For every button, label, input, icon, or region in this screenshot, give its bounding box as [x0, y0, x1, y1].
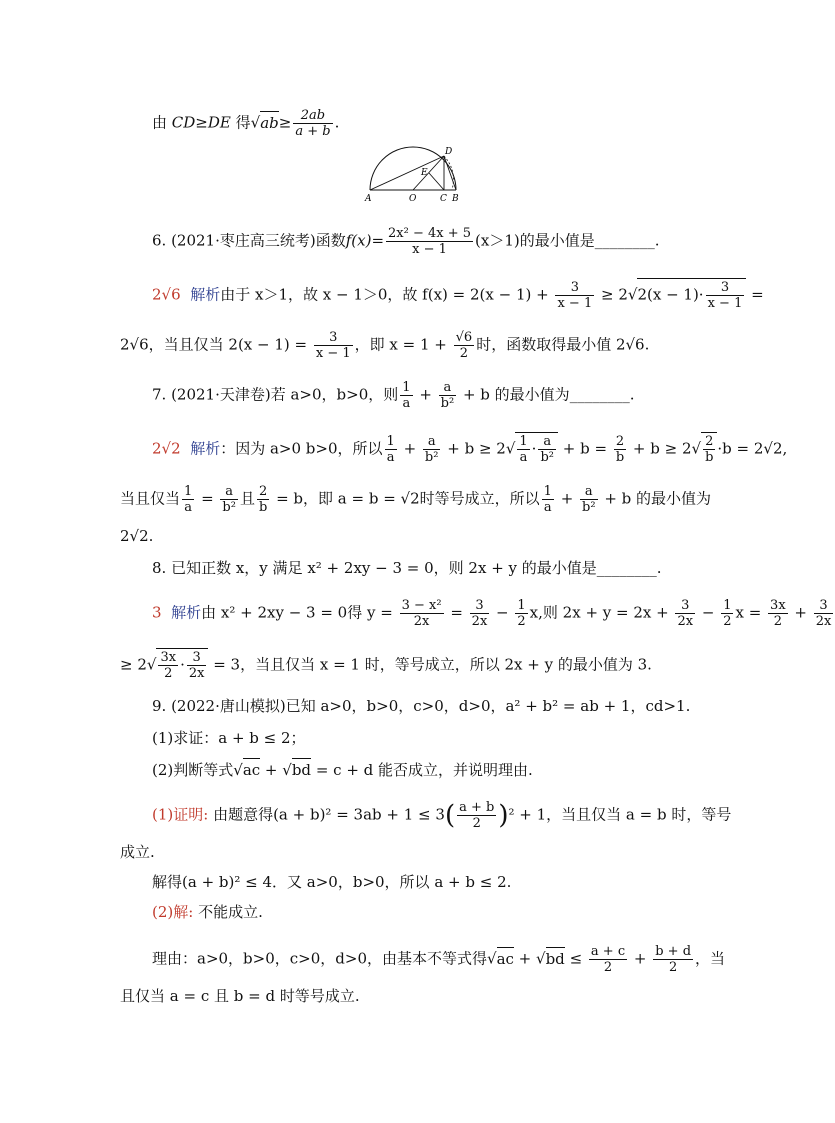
denominator: b²	[222, 500, 236, 515]
fraction	[653, 944, 693, 975]
text: (1)求证：a + b ≤ 2；	[152, 729, 306, 747]
label-b: B	[452, 194, 459, 204]
text: = c + d 能否成立，并说明理由.	[311, 761, 533, 779]
analysis-tag: 解析	[171, 603, 202, 622]
text: 成立.	[120, 843, 155, 861]
numerator: b + d	[655, 944, 692, 959]
denominator: 2	[723, 614, 732, 629]
text: x =	[735, 603, 767, 622]
numerator: a	[439, 380, 457, 396]
answer-blank: ________.	[596, 559, 662, 577]
numerator: 2x² − 4x + 5	[388, 226, 472, 241]
solution-2-end	[120, 986, 360, 1006]
text: + b ≥ 2	[442, 439, 506, 458]
text: f(x)	[345, 231, 372, 250]
text: (2)判断等式	[152, 761, 234, 779]
question-9	[152, 696, 690, 716]
analysis-tag: 解析	[190, 439, 221, 458]
denominator: 2x	[815, 614, 832, 629]
semicircle-diagram	[362, 144, 468, 204]
numerator: 3	[470, 598, 490, 614]
fraction	[517, 434, 529, 465]
numerator: 2	[614, 434, 626, 450]
numerator: 3x	[770, 598, 786, 613]
numerator: 3	[314, 330, 353, 346]
solution-1-end	[152, 872, 511, 892]
text: 解得(a + b)² ≤ 4．又 a>0，b>0，所以 a + b ≤ 2.	[152, 873, 512, 891]
numerator: 2	[257, 484, 269, 500]
text: ≥	[195, 113, 208, 132]
question-9-part1	[152, 728, 306, 748]
text: 由题意得(a + b)² = 3ab + 1 ≤ 3	[208, 805, 445, 824]
fraction	[675, 598, 695, 629]
answer-8	[152, 598, 835, 629]
numerator: 3 − x²	[401, 598, 442, 613]
denominator: a	[386, 450, 395, 465]
fraction	[454, 330, 475, 361]
text: ，当	[695, 949, 726, 968]
text: 当且仅当	[120, 489, 181, 508]
text: +	[513, 949, 537, 968]
label-a: A	[365, 194, 372, 204]
sqrt-ab: ab	[260, 111, 279, 133]
text: 2√6，当且仅当 2(x − 1) =	[120, 335, 312, 354]
fraction	[515, 598, 527, 629]
fraction	[314, 330, 353, 361]
numerator: 2	[703, 434, 715, 450]
answer-6: 2√6 解析由于 x＞1，故 x − 1＞0，故 f(x) = 2(x − 1) + $\frac{3}{x - 1}$ ≥ 2√2(x − 1)· $\frac{3}{x - 1}$ =	[152, 280, 764, 311]
numerator: 1	[402, 380, 411, 395]
numerator: 1	[723, 598, 732, 613]
fraction	[706, 280, 745, 311]
fraction	[538, 434, 556, 465]
text: 由	[152, 113, 172, 132]
denominator: b	[258, 500, 268, 515]
denominator: 2	[668, 960, 678, 975]
text: +	[629, 949, 652, 968]
denominator: 2	[517, 614, 526, 629]
answer-value: 2√6	[152, 285, 181, 304]
solution-2	[152, 902, 263, 922]
sqrt	[515, 432, 558, 465]
answer-blank: ________.	[594, 231, 660, 250]
numerator: 1	[517, 598, 526, 613]
text: ·b = 2√2,	[717, 439, 788, 458]
numerator: 2ab	[293, 108, 332, 124]
text: ≥ 2	[120, 655, 147, 674]
solution-2-reason: 理由：a>0，b>0，c>0，d>0，由基本不等式得√ac + √bd ≤ $\frac{a + c}{2}$ + $\frac{b + d}{2}$ ，当	[152, 944, 726, 975]
denominator: 2x	[471, 614, 488, 629]
fraction	[814, 598, 834, 629]
fraction	[555, 280, 594, 311]
fraction	[220, 484, 238, 515]
denominator: 2x	[677, 614, 694, 629]
fraction	[589, 944, 627, 975]
numerator: 1	[386, 434, 395, 449]
denominator: b	[705, 450, 714, 465]
numerator: a	[220, 484, 238, 500]
denominator: 2	[773, 614, 782, 629]
denominator: 2x	[413, 614, 430, 629]
question-9-part2: (2)判断等式√ac + √bd = c + d 能否成立，并说明理由.	[152, 758, 533, 780]
fraction	[182, 484, 194, 515]
sqrt-bd: bd	[292, 758, 311, 780]
denominator: b	[615, 450, 625, 465]
text: =	[445, 603, 468, 622]
numerator: 3x	[160, 650, 177, 665]
denominator: x − 1	[707, 296, 743, 311]
numerator: 1	[519, 434, 528, 449]
text: −	[697, 603, 720, 622]
text: 时，函数取得最小值 2√6.	[476, 335, 650, 354]
answer-7-cont	[120, 484, 711, 515]
numerator: 3	[706, 280, 745, 296]
fraction	[293, 108, 332, 139]
text: 2√2.	[120, 527, 154, 545]
question-8	[152, 558, 662, 578]
text: + b =	[558, 439, 612, 458]
text: + b 的最小值为	[599, 489, 712, 508]
text: =	[371, 231, 385, 250]
numerator: 3	[187, 650, 207, 666]
answer-value: 2√2	[152, 439, 181, 458]
sqrt-ac: ac	[243, 758, 260, 780]
text: 且	[239, 489, 255, 508]
text: = 3，当且仅当 x = 1 时，等号成立，所以 2x + y 的最小值为 3.	[208, 655, 652, 674]
denominator: 2	[472, 816, 481, 831]
label-c: C	[440, 194, 447, 204]
text: +	[398, 439, 421, 458]
text: =	[746, 285, 764, 304]
text: ≤	[564, 949, 587, 968]
text: ≥	[278, 113, 292, 132]
fraction	[257, 484, 269, 515]
text: ·	[531, 439, 537, 458]
answer-7-end	[120, 526, 153, 546]
fraction	[470, 598, 490, 629]
fraction	[439, 380, 457, 411]
sqrt-bd: bd	[546, 947, 565, 969]
label-o: O	[409, 194, 417, 204]
text: + b ≥ 2	[628, 439, 692, 458]
text: =	[196, 489, 219, 508]
solution-1: (1)证明: 由题意得(a + b)² = 3ab + 1 ≤ 3( $\frac{a + b}{2}$ )² + 1，当且仅当 a = b 时，等号	[152, 800, 732, 831]
solution-1-cont	[120, 842, 155, 862]
text: 得	[230, 113, 251, 132]
text: +	[260, 761, 283, 779]
fraction	[385, 434, 397, 465]
question-6	[152, 226, 660, 257]
text: −	[491, 603, 514, 622]
sqrt	[701, 432, 717, 465]
denominator: a	[184, 500, 193, 515]
text: ：因为 a>0 b>0，所以	[220, 439, 383, 458]
text: 8. 已知正数 x，y 满足 x² + 2xy − 3 = 0，则 2x + y 的最小值是	[152, 559, 597, 577]
text: CD	[171, 113, 196, 132]
text: ≥ 2	[596, 285, 628, 304]
numerator: a + b	[459, 800, 495, 815]
fraction	[457, 800, 496, 831]
fraction	[542, 484, 554, 515]
text: .	[334, 113, 340, 132]
numerator: 1	[543, 484, 552, 499]
text: 理由：a>0，b>0，c>0，d>0，由基本不等式得	[152, 949, 487, 968]
fraction	[721, 598, 733, 629]
numerator: a + c	[590, 944, 626, 959]
text: = b，即 a = b = √2时等号成立，所以	[271, 489, 540, 508]
numerator: 3	[814, 598, 834, 614]
label-d: D	[445, 147, 453, 157]
denominator: b²	[424, 450, 439, 465]
fraction	[768, 598, 788, 629]
denominator: x − 1	[412, 242, 447, 257]
text: +	[414, 385, 437, 404]
denominator: b²	[582, 500, 596, 515]
numerator: 3	[675, 598, 695, 614]
answer-8-cont: ≥ 2√ $\frac{3x}{2}$ · $\frac{3}{2x}$ = 3，当且仅当 x = 1 时，等号成立，所以 2x + y 的最小值为 3.	[120, 650, 652, 681]
numerator: a	[580, 484, 598, 500]
sqrt	[637, 278, 746, 311]
denominator: 2	[459, 346, 469, 361]
fraction	[386, 226, 473, 257]
text: 9. (2022·唐山模拟)已知 a>0，b>0，c>0，d>0，a² + b² = ab + 1，cd>1.	[152, 697, 691, 715]
fraction	[158, 650, 178, 681]
analysis-tag: 解析	[190, 285, 221, 304]
question-7	[152, 380, 634, 411]
denominator: b²	[540, 450, 554, 465]
text: 6. (2021·枣庄高三统考)函数	[152, 231, 346, 250]
fraction	[400, 380, 412, 411]
denominator: a	[543, 500, 552, 515]
answer-value: 3	[152, 603, 162, 622]
numerator: a	[538, 434, 556, 450]
fraction	[703, 434, 715, 465]
answer-7: 2√2 解析：因为 a>0 b>0，所以 $\frac{1}{a}$ + $\frac{a}{\text{b²}}$ + b ≥ 2√ $\frac{1}{a}$ · $\frac{a}{\text{b²}}$ + b = $\frac{2}{b}$ + b ≥ 2√ $\frac{2}{b}$ ·b = 2√2,	[152, 434, 788, 465]
denominator: b²	[440, 396, 455, 411]
text: +	[555, 489, 579, 508]
sqrt-ac: ac	[497, 947, 514, 969]
text: 由 x² + 2xy − 3 = 0得 y =	[201, 603, 398, 622]
denominator: a	[519, 450, 528, 465]
text: ·	[180, 655, 185, 674]
intro-line: 由 CD≥DE 得√ab≥ $\frac{2ab}{a + b}$ .	[152, 108, 340, 139]
text: 不能成立.	[193, 903, 263, 921]
text: x,则 2x + y = 2x +	[529, 603, 674, 622]
fraction	[400, 598, 444, 629]
numerator: 1	[184, 484, 193, 499]
denominator: 2	[164, 666, 173, 681]
fraction	[580, 484, 598, 515]
denominator: x − 1	[315, 346, 351, 361]
numerator: √6	[455, 330, 473, 345]
answer-blank: ________.	[569, 385, 635, 404]
numerator: 3	[555, 280, 594, 296]
text: (x＞1)的最小值是	[475, 231, 595, 250]
fraction	[187, 650, 207, 681]
fraction	[614, 434, 626, 465]
text: ² + 1，当且仅当 a = b 时，等号	[508, 805, 732, 824]
text: DE	[207, 113, 231, 132]
denominator: a + b	[295, 124, 331, 139]
denominator: 2	[603, 960, 613, 975]
text: ，即 x = 1 +	[354, 335, 452, 354]
proof-tag: (1)证明:	[152, 805, 209, 824]
text: +	[789, 603, 812, 622]
sqrt	[156, 648, 208, 681]
text: + b 的最小值为	[458, 385, 570, 404]
text: 且仅当 a = c 且 b = d 时等号成立.	[120, 987, 360, 1005]
fraction	[423, 434, 441, 465]
numerator: a	[423, 434, 441, 450]
denominator: x − 1	[557, 296, 593, 311]
denominator: a	[402, 396, 411, 411]
text: 7. (2021·天津卷)若 a>0，b>0，则	[152, 385, 399, 404]
answer-6-cont	[120, 330, 649, 361]
denominator: 2x	[188, 666, 205, 681]
solution-tag: (2)解:	[152, 903, 194, 921]
label-e: E	[421, 168, 428, 178]
text: 2(x − 1)·	[637, 285, 704, 304]
text: 由于 x＞1，故 x − 1＞0，故 f(x) = 2(x − 1) +	[220, 285, 554, 304]
